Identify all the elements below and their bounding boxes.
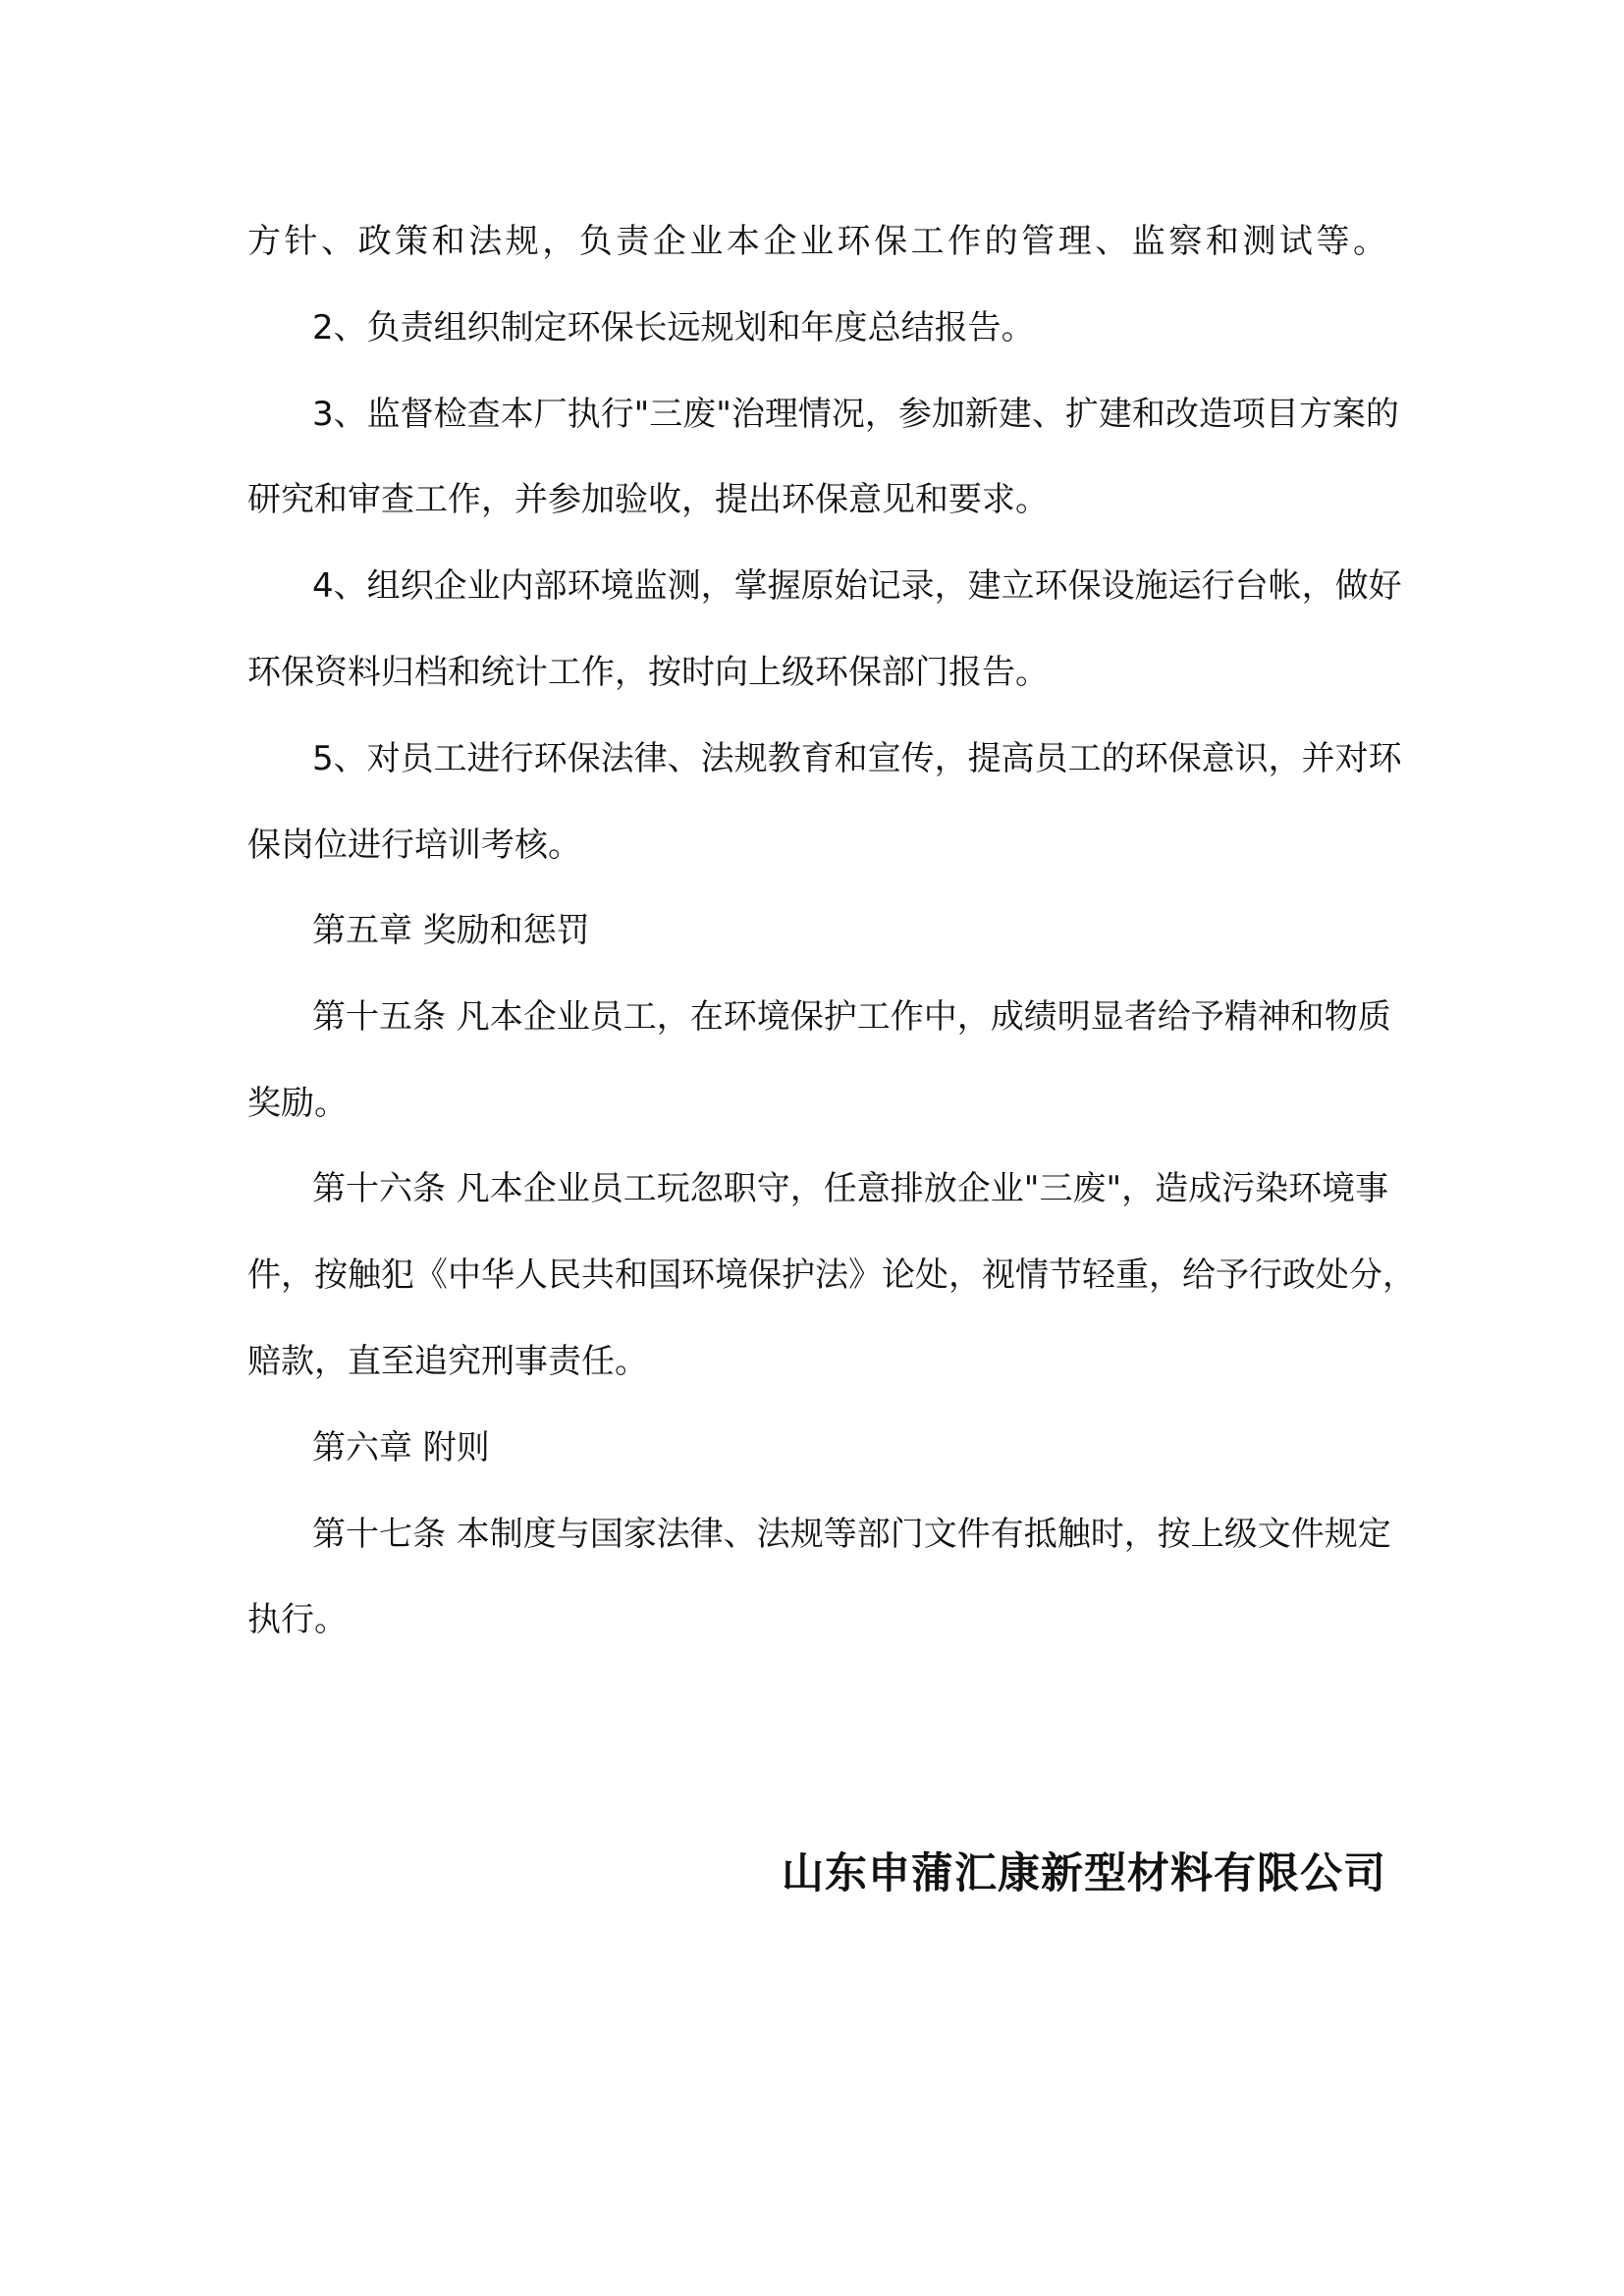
text-line: 环保资料归档和统计工作，按时向上级环保部门报告。: [247, 653, 1049, 692]
text-line: 件，按触犯《中华人民共和国环境保护法》论处，视情节轻重，给予行政处分，: [247, 1255, 1416, 1295]
text-line: 4、组织企业内部环境监测，掌握原始记录，建立环保设施运行台帐，做好: [312, 566, 1402, 606]
text-line: 2、负责组织制定环保长远规划和年度总结报告。: [312, 308, 1035, 347]
chapter-heading: 第五章 奖励和惩罚: [312, 911, 590, 950]
text-line: 第十五条 凡本企业员工，在环境保护工作中，成绩明显者给予精神和物质: [312, 997, 1391, 1037]
chapter-heading: 第六章 附则: [312, 1428, 490, 1468]
text-line: 赔款，直至追究刑事责任。: [247, 1342, 648, 1381]
text-line: 第十六条 凡本企业员工玩忽职守，任意排放企业"三废"，造成污染环境事: [312, 1169, 1389, 1208]
text-line: 研究和审查工作，并参加验收，提出环保意见和要求。: [247, 480, 1049, 519]
company-signature: 山东申蒲汇康新型材料有限公司: [782, 1849, 1386, 1898]
text-line: 3、监督检查本厂执行"三废"治理情况，参加新建、扩建和改造项目方案的: [312, 395, 1399, 434]
text-line: 5、对员工进行环保法律、法规教育和宣传，提高员工的环保意识，并对环: [312, 739, 1402, 778]
text-line: 奖励。: [247, 1084, 348, 1123]
text-line: 方针、政策和法规，负责企业本企业环保工作的管理、监察和测试等。: [247, 222, 1386, 261]
text-line: 执行。: [247, 1600, 348, 1639]
text-line: 保岗位进行培训考核。: [247, 826, 581, 865]
text-line: 第十七条 本制度与国家法律、法规等部门文件有抵触时，按上级文件规定: [312, 1515, 1391, 1554]
